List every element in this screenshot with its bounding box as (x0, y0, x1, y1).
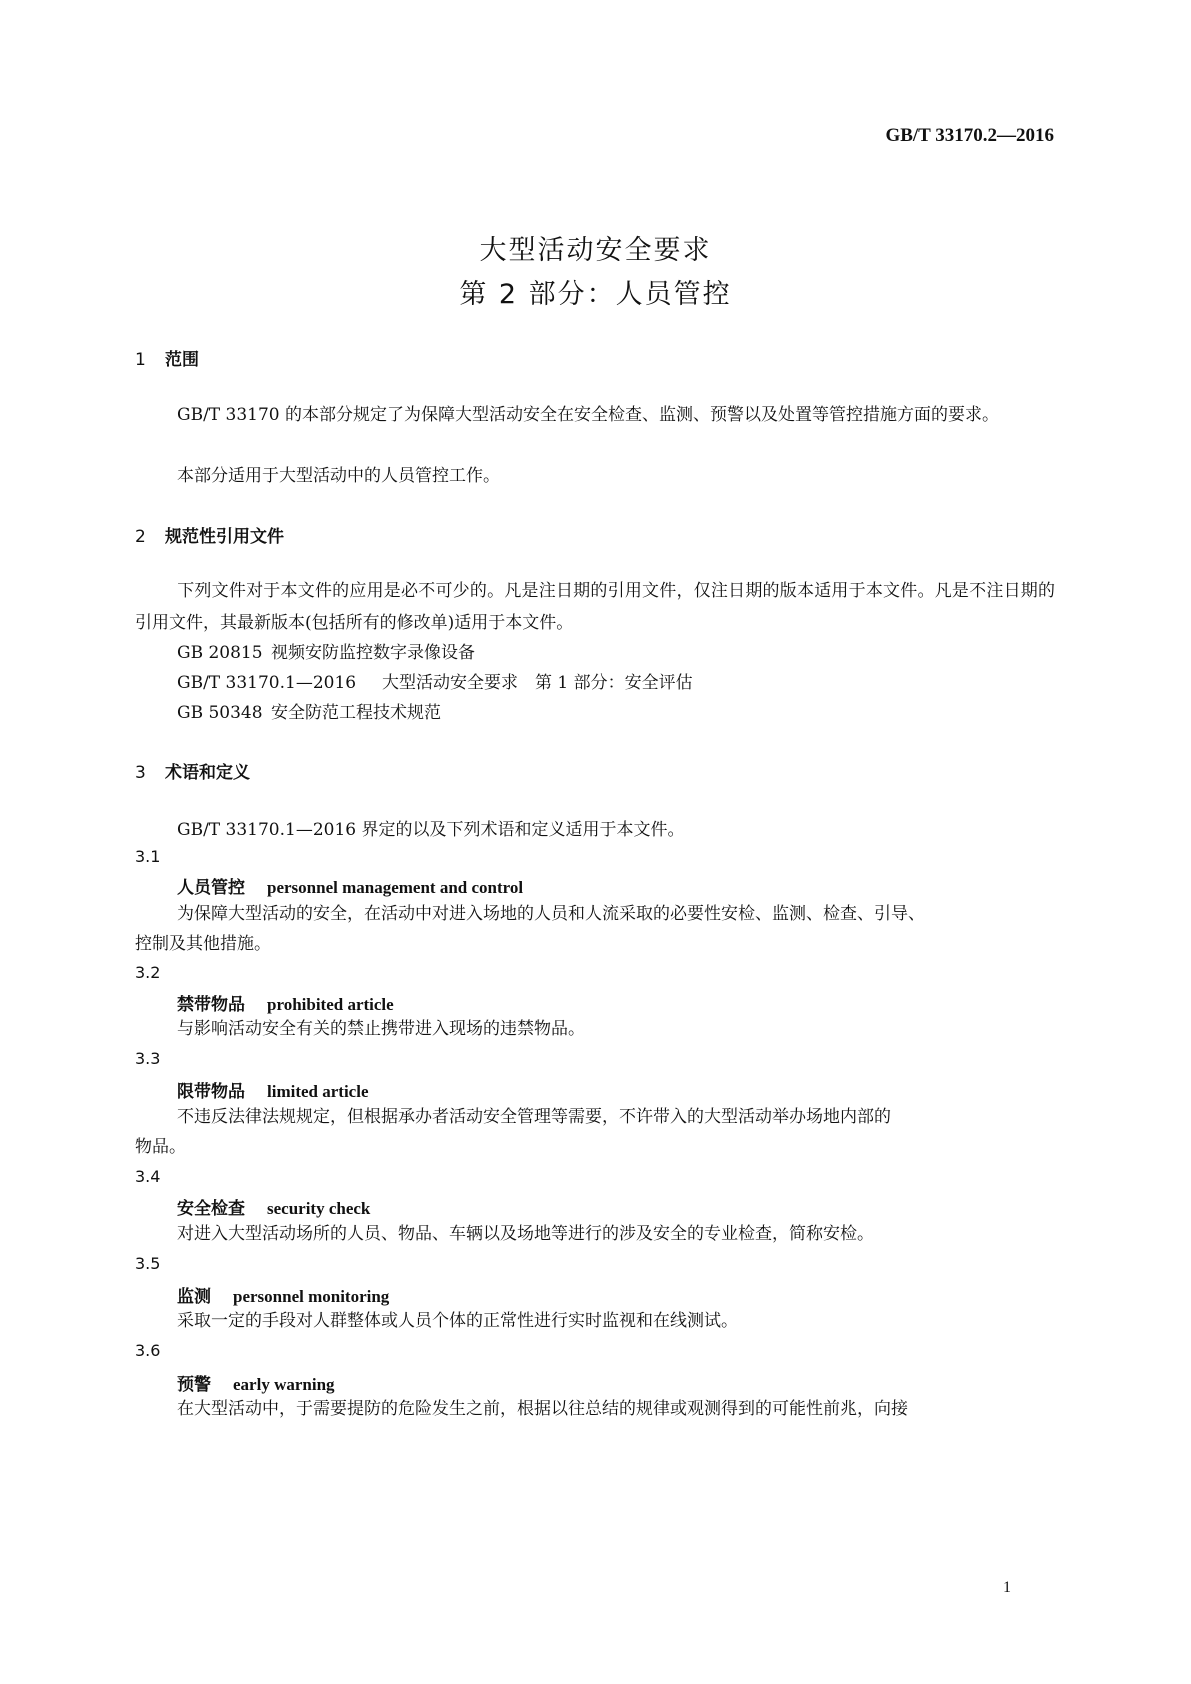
term-name-en: personnel monitoring (233, 1287, 390, 1306)
term-name-zh: 限带物品 (177, 1082, 245, 1102)
paragraph-text: 下列文件对于本文件的应用是必不可少的。凡是注日期的引用文件，仅注日期的版本适用于本文件。凡是不注日期的引用文件，其最新版本(包括所有的修改单)适用于本文件。 (135, 581, 1055, 633)
reference-item (177, 668, 693, 693)
term-definition: 与影响活动安全有关的禁止携带进入现场的违禁物品。 (177, 1019, 585, 1039)
term-name (177, 1077, 369, 1102)
term-name-zh: 禁带物品 (177, 995, 245, 1015)
term-number: 3.1 (135, 847, 161, 866)
reference-code: GB 20815 (177, 643, 263, 663)
term-name-zh: 人员管控 (177, 878, 245, 898)
term-number: 3.2 (135, 963, 161, 982)
term-name-zh: 监测 (177, 1287, 211, 1307)
paragraph-text: GB/T 33170 的本部分规定了为保障大型活动安全在安全检查、监测、预警以及处置等管控措施方面的要求。 (177, 405, 1000, 425)
term-name (177, 1370, 335, 1395)
term-name (177, 990, 394, 1015)
reference-title: 视频安防监控数字录像设备 (271, 643, 475, 663)
reference-item (177, 698, 441, 723)
term-definition: 不违反法律法规规定，但根据承办者活动安全管理等需要，不许带入的大型活动举办场地内部的 (177, 1107, 891, 1127)
term-number: 3.5 (135, 1254, 161, 1273)
section-title: 范围 (165, 350, 199, 370)
section-3-heading (135, 758, 250, 783)
term-definition-continued: 控制及其他措施。 (135, 934, 271, 954)
term-number: 3.6 (135, 1341, 161, 1360)
reference-title: 安全防范工程技术规范 (271, 703, 441, 723)
section-1-paragraph-2 (135, 460, 1055, 492)
term-name (177, 1282, 389, 1307)
term-definition: 为保障大型活动的安全，在活动中对进入场地的人员和人流采取的必要性安检、监测、检查、引导、 (177, 904, 925, 924)
reference-code: GB 50348 (177, 703, 263, 723)
section-1-heading (135, 345, 199, 370)
section-number: 1 (135, 350, 146, 370)
section-number: 3 (135, 763, 146, 783)
term-name-en: security check (267, 1199, 371, 1218)
section-3-paragraph-1: GB/T 33170.1—2016 界定的以及下列术语和定义适用于本文件。 (177, 820, 685, 840)
term-definition-continued: 物品。 (135, 1137, 186, 1157)
term-name-zh: 安全检查 (177, 1199, 245, 1219)
section-2-paragraph-1 (135, 575, 1055, 639)
section-2-heading (135, 522, 284, 547)
page-number: 1 (1003, 1579, 1011, 1596)
term-definition: 采取一定的手段对人群整体或人员个体的正常性进行实时监视和在线测试。 (177, 1311, 738, 1331)
standard-code: GB/T 33170.2—2016 (885, 125, 1054, 146)
term-name-en: limited article (267, 1082, 369, 1101)
term-number: 3.3 (135, 1049, 161, 1068)
term-name-en: early warning (233, 1375, 335, 1394)
document-title-line2: 第 2 部分：人员管控 (459, 279, 732, 310)
section-title: 规范性引用文件 (165, 527, 284, 547)
reference-title: 大型活动安全要求 第 1 部分：安全评估 (382, 673, 693, 693)
document-title-line1: 大型活动安全要求 (479, 235, 712, 266)
term-name-zh: 预警 (177, 1375, 211, 1395)
term-name (177, 873, 523, 898)
section-number: 2 (135, 527, 146, 547)
term-number: 3.4 (135, 1167, 161, 1186)
term-definition: 对进入大型活动场所的人员、物品、车辆以及场地等进行的涉及安全的专业检查，简称安检。 (177, 1224, 874, 1244)
term-definition: 在大型活动中，于需要提防的危险发生之前，根据以往总结的规律或观测得到的可能性前兆，向接 (177, 1399, 908, 1419)
section-title: 术语和定义 (165, 763, 250, 783)
reference-item (177, 638, 475, 663)
term-name-en: prohibited article (267, 995, 394, 1014)
section-1-paragraph-1 (135, 399, 1055, 431)
reference-code: GB/T 33170.1—2016 (177, 673, 357, 693)
paragraph-text: 本部分适用于大型活动中的人员管控工作。 (177, 466, 500, 486)
term-name-en: personnel management and control (267, 878, 524, 897)
term-name (177, 1194, 370, 1219)
